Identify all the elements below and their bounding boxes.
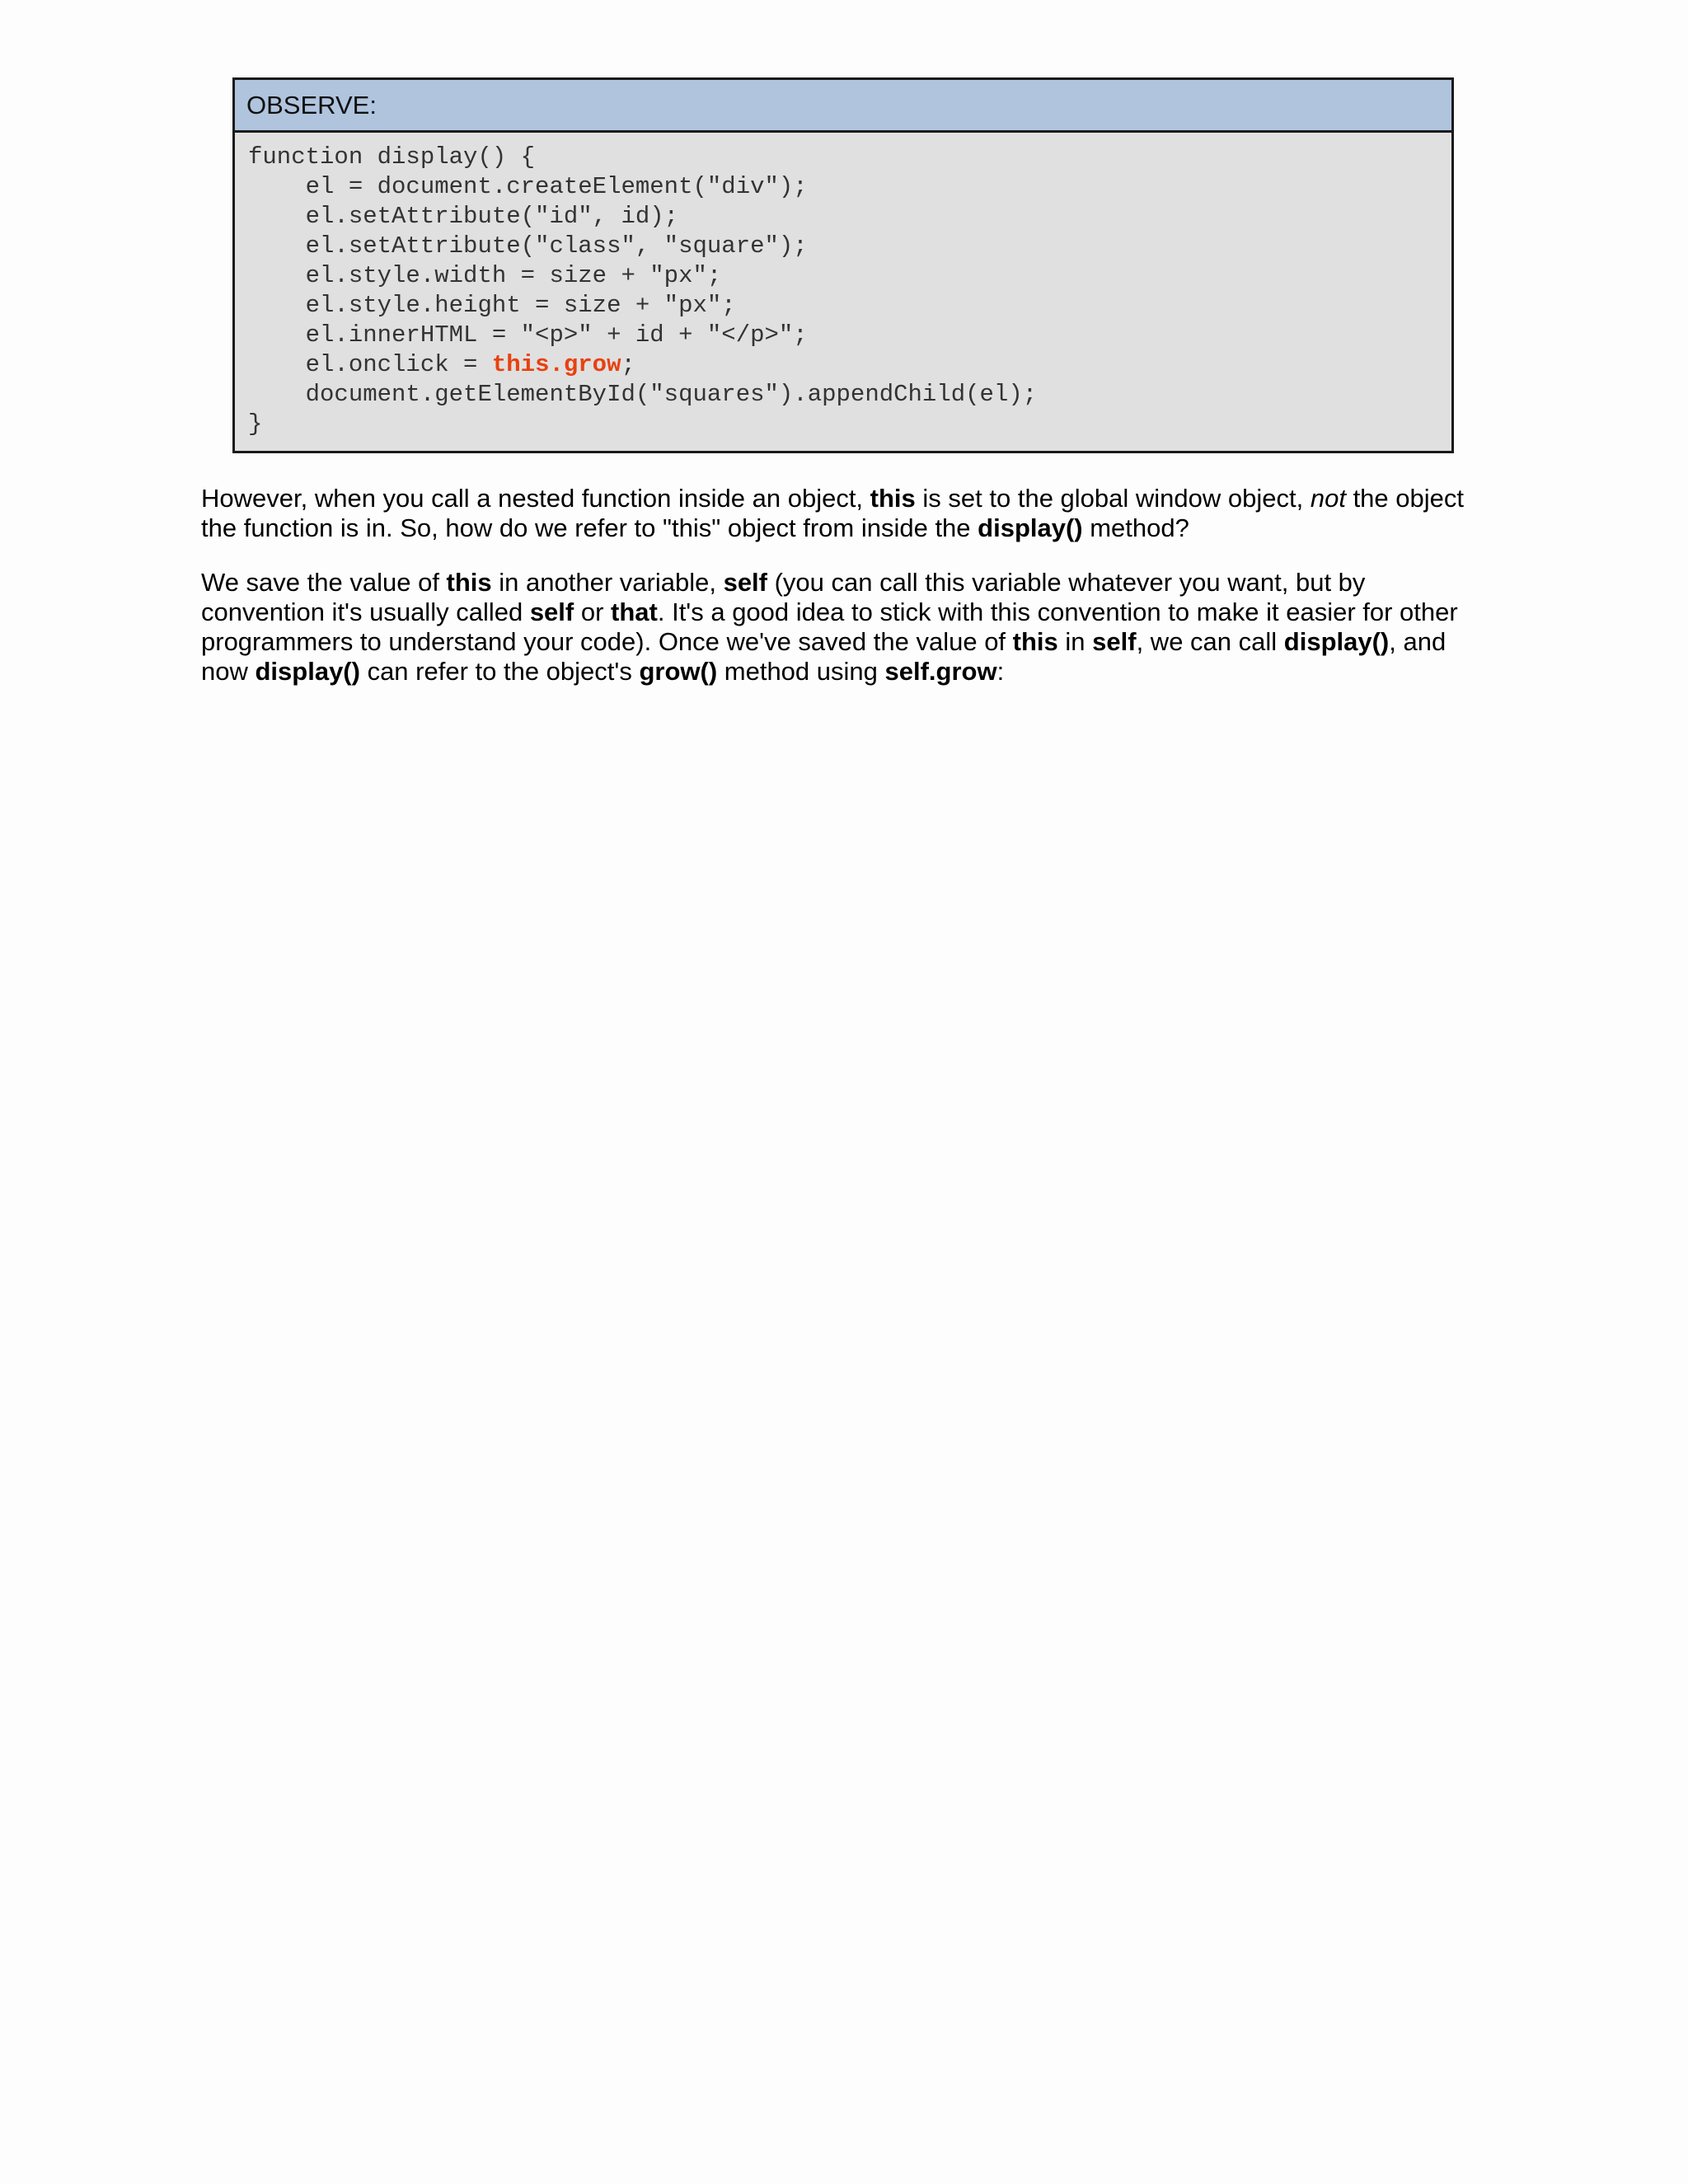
bold-term: display() xyxy=(255,657,360,686)
bold-term: that xyxy=(611,598,658,626)
text-run: : xyxy=(996,657,1005,686)
text-run: in another variable, xyxy=(491,568,724,597)
text-run: , and now xyxy=(201,627,1447,686)
text-run: method using xyxy=(717,657,885,686)
bold-term: display() xyxy=(1283,627,1390,656)
code-line-onclick xyxy=(248,350,1438,380)
code-line: el.setAttribute("class", "square"); xyxy=(248,232,808,260)
code-line: } xyxy=(248,410,263,438)
bold-term: this xyxy=(870,484,916,513)
code-line: el = document.createElement("div"); xyxy=(248,173,808,200)
text-run: or xyxy=(574,598,612,626)
bold-term: self xyxy=(1092,627,1137,656)
bold-term: self xyxy=(529,598,574,626)
text-run: We save the value of xyxy=(201,568,447,597)
text-run: is set to the global window object, xyxy=(915,484,1311,513)
text-run: can refer to the object's xyxy=(359,657,640,686)
bold-term: grow() xyxy=(639,657,718,686)
bold-term: self xyxy=(723,568,767,597)
code-line: el.style.height = size + "px"; xyxy=(248,292,736,319)
bold-term: self.grow xyxy=(884,657,997,686)
text-run: the object the function is in. So, how do we refer to "this" object from inside the xyxy=(201,484,1464,542)
text-run: method? xyxy=(1082,513,1189,542)
code-onclick-suffix: ; xyxy=(621,351,635,378)
code-onclick-prefix: el.onclick = xyxy=(248,351,492,378)
italic-term: not xyxy=(1310,484,1346,513)
code-line: el.setAttribute("id", id); xyxy=(248,203,679,230)
bold-term: this xyxy=(1012,627,1058,656)
observe-header: OBSERVE: xyxy=(235,80,1451,133)
text-run: in xyxy=(1057,627,1093,656)
text-run: However, when you call a nested function inside an object, xyxy=(201,484,870,513)
paragraph-save-self xyxy=(201,568,1487,687)
code-block xyxy=(235,133,1451,451)
code-line: function display() { xyxy=(248,143,536,171)
code-highlight: this.grow xyxy=(491,351,621,378)
code-line: el.innerHTML = "<p>" + id + "</p>"; xyxy=(248,321,808,349)
code-line: document.getElementById("squares").appendChild(el); xyxy=(248,381,1038,408)
code-line: el.style.width = size + "px"; xyxy=(248,262,722,289)
paragraph-nested-function xyxy=(201,484,1487,543)
observe-box xyxy=(232,77,1454,453)
bold-term: this xyxy=(446,568,492,597)
bold-term: display() xyxy=(978,513,1083,542)
text-run: . It's a good idea to stick with this convention to make it easier for other programmers to understand your code). Once we've saved the value of xyxy=(201,598,1458,656)
text-run: (you can call this variable whatever you want, but by convention it's usually called xyxy=(201,568,1366,626)
text-run: , we can call xyxy=(1136,627,1284,656)
